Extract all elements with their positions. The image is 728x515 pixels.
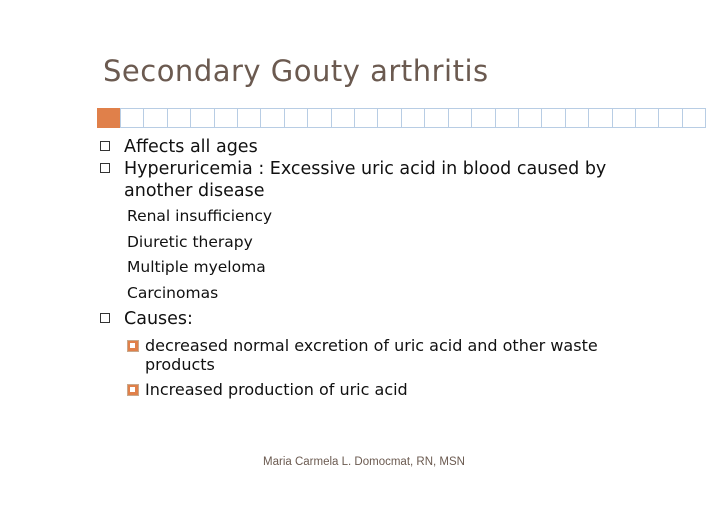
bullet-item: [100, 308, 640, 330]
sub-bullet-item: [100, 380, 640, 399]
filled-square-bullet-icon: [127, 340, 139, 352]
hollow-square-bullet-icon: [100, 163, 110, 173]
slide-body: [100, 136, 640, 399]
bullet-text: Hyperuricemia : Excessive uric acid in blood caused by another disease: [124, 159, 607, 201]
bullet-item: [100, 158, 640, 202]
rule-accent-block: [97, 108, 120, 128]
slide-footer: Maria Carmela L. Domocmat, RN, MSN: [263, 456, 465, 468]
sub-bullet-text: Increased production of uric acid: [145, 380, 408, 399]
disease-item: Multiple myeloma: [127, 258, 266, 276]
bullet-item: [100, 136, 640, 158]
sub-bullet-item: [100, 336, 640, 374]
disease-item: Carcinomas: [127, 283, 219, 302]
rule-cells: [120, 108, 706, 128]
hollow-square-bullet-icon: [100, 313, 110, 323]
disease-item: Diuretic therapy: [127, 232, 253, 251]
hollow-square-bullet-icon: [100, 141, 110, 151]
filled-square-bullet-icon: [127, 384, 139, 396]
sub-bullet-text: decreased normal excretion of uric acid and other waste products: [145, 336, 598, 374]
disease-item: Renal insufficiency: [127, 207, 273, 225]
bullet-text: Affects all ages: [124, 137, 258, 157]
title-rule: [97, 108, 706, 128]
bullet-text: Causes:: [124, 309, 193, 329]
slide-title: Secondary Gouty arthritis: [103, 54, 489, 88]
